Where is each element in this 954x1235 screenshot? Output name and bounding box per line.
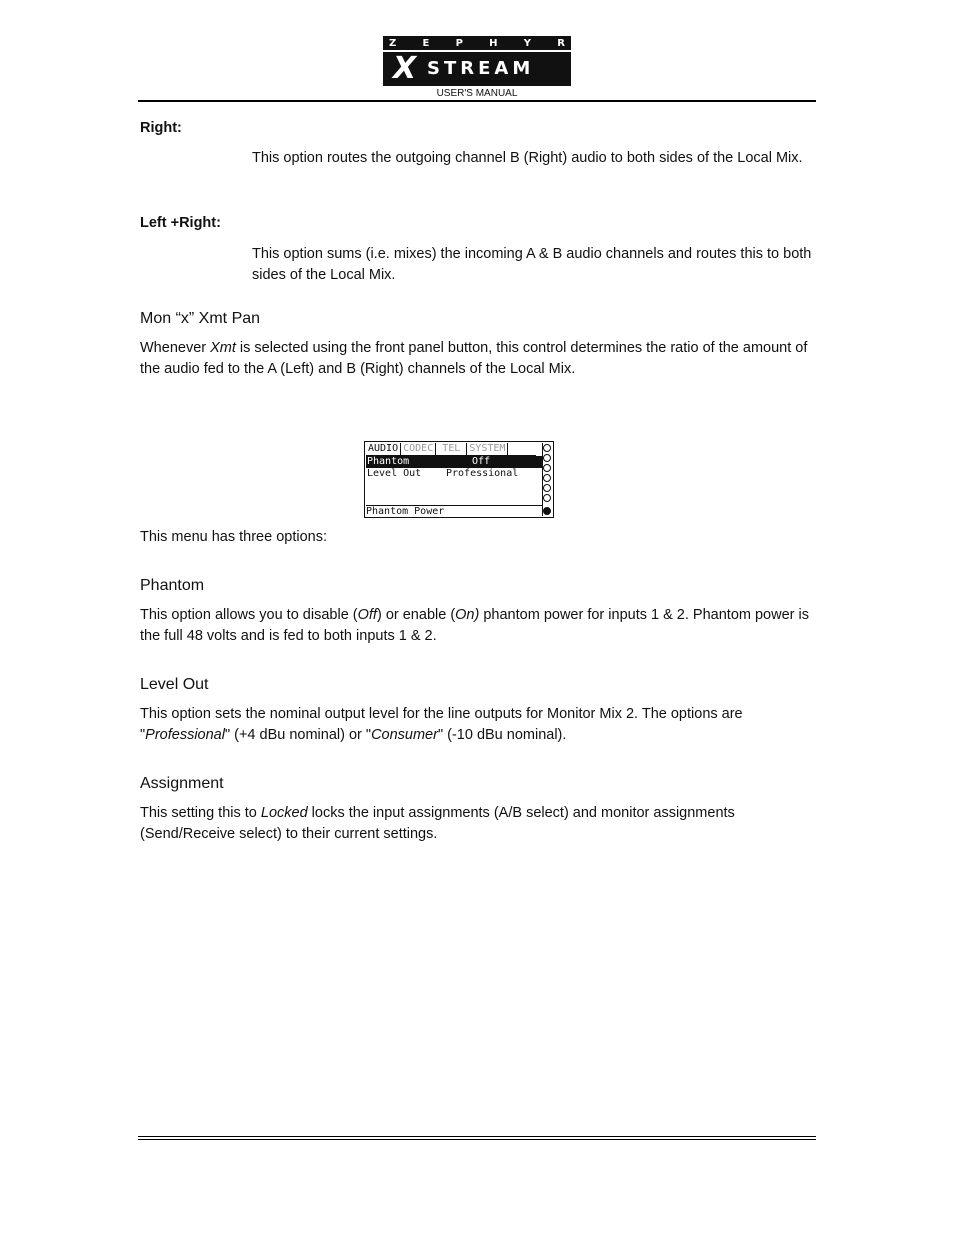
text-span: This setting this to <box>140 805 261 821</box>
text-span: Whenever <box>140 340 211 356</box>
text-span: " (-10 dBu nominal). <box>437 727 567 743</box>
mon-xmt-paragraph <box>140 338 820 380</box>
text-italic: Consumer <box>371 727 438 743</box>
text-italic: Xmt <box>210 340 236 356</box>
indicator-circle-icon <box>543 474 551 482</box>
indicator-circle-icon <box>543 494 551 502</box>
logo-stream-word: STREAM <box>427 58 535 79</box>
indicator-circle-icon <box>543 484 551 492</box>
indicator-filled-circle-icon <box>543 507 551 515</box>
lcd-screen <box>364 441 554 518</box>
header-rule <box>138 100 816 102</box>
heading-phantom: Phantom <box>140 577 205 594</box>
zephyr-xstream-logo <box>383 36 571 86</box>
lcd-row-value: Off <box>472 456 491 467</box>
text-span: This option allows you to disable ( <box>140 607 358 623</box>
text-italic: On) <box>455 607 480 623</box>
lcd-indicator-column <box>542 443 552 516</box>
menu-intro: This menu has three options: <box>140 529 327 545</box>
manual-label: USER'S MANUAL <box>436 88 518 99</box>
term-right: Right: <box>140 120 182 136</box>
text-span: phantom power for inputs 1 & 2. Phantom power is the full 48 volts and is fed to both inputs 1 & 2. <box>140 607 809 644</box>
text-italic: Locked <box>260 805 308 821</box>
lcd-row-label: Phantom <box>367 456 410 467</box>
term-left-right: Left +Right: <box>140 215 221 231</box>
lcd-row-phantom <box>366 456 542 468</box>
text-italic: Professional <box>145 727 225 743</box>
left-right-description: This option sums (i.e. mixes) the incoming A & B audio channels and routes this to both sides of the Local Mix. <box>252 246 812 283</box>
text-span: ) or enable ( <box>376 607 456 623</box>
heading-mon-xmt-pan: Mon “x” Xmt Pan <box>140 310 261 327</box>
logo-letter: R <box>557 37 565 49</box>
text-span: " (+4 dBu nominal) or " <box>224 727 372 743</box>
lcd-tab-bar <box>366 443 536 456</box>
logo-x-mark: X <box>393 51 417 86</box>
level-out-paragraph <box>140 704 820 746</box>
lcd-row-label: Level Out <box>367 468 422 479</box>
logo-letter: Y <box>523 37 532 49</box>
right-description: This option routes the outgoing channel B (Right) audio to both sides of the Local Mix. <box>252 150 803 166</box>
lcd-tab-system: SYSTEM <box>467 443 508 455</box>
indicator-circle-icon <box>543 444 551 452</box>
phantom-paragraph <box>140 605 820 647</box>
lcd-row-value: Professional <box>446 468 519 479</box>
assignment-paragraph <box>140 803 820 845</box>
indicator-circle-icon <box>543 454 551 462</box>
text-span: This option sets the nominal output level for the line outputs for Monitor Mix 2. The options are " <box>140 706 743 743</box>
lcd-tab-tel: TEL <box>436 443 467 455</box>
logo-letter: H <box>489 37 498 49</box>
logo-letter: E <box>422 37 430 49</box>
logo-letter: Z <box>389 37 397 49</box>
logo-xstream-band <box>383 52 571 86</box>
logo-letter: P <box>455 37 463 49</box>
lcd-tab-audio: AUDIO <box>366 443 401 455</box>
footer-rule <box>138 1139 816 1140</box>
logo-zephyr-band <box>383 36 571 50</box>
heading-level-out: Level Out <box>140 676 209 693</box>
heading-assignment: Assignment <box>140 775 224 792</box>
text-span: locks the input assignments (A/B select) and monitor assignments (Send/Receive select) to their current settings. <box>140 805 735 842</box>
footer-rule <box>138 1136 816 1137</box>
text-italic: Off <box>357 607 377 623</box>
lcd-status-line: Phantom Power <box>366 505 542 518</box>
indicator-circle-icon <box>543 464 551 472</box>
lcd-row-level-out <box>366 468 542 480</box>
text-span: is selected using the front panel button, this control determines the ratio of the amount of the audio fed to the A (Left) and B (Right) channels of the Local Mix. <box>140 340 808 377</box>
lcd-tab-codec: CODEC <box>401 443 436 455</box>
